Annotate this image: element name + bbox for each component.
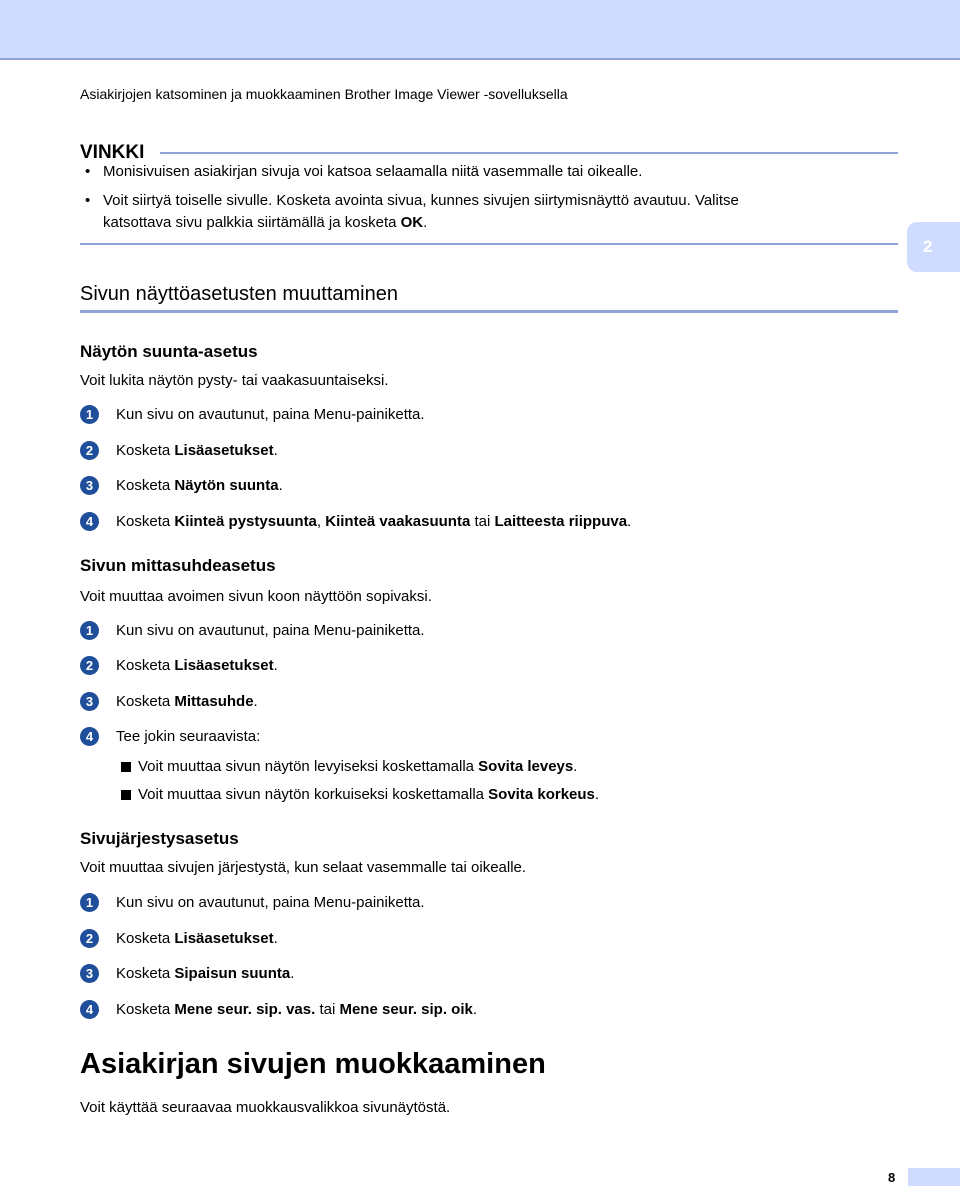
step-number: 2 <box>80 441 99 460</box>
step-number: 4 <box>80 512 99 531</box>
step-number: 3 <box>80 476 99 495</box>
page-order-step-3: Kosketa Sipaisun suunta. <box>116 965 295 982</box>
step-number: 1 <box>80 405 99 424</box>
chapter-number: 2 <box>923 237 933 256</box>
aspect-intro: Voit muuttaa avoimen sivun koon näyttöön sopivaksi. <box>80 588 432 605</box>
chapter-tab <box>907 222 960 272</box>
step-number: 3 <box>80 964 99 983</box>
orientation-step-1: Kun sivu on avautunut, paina Menu-painiketta. <box>116 406 425 423</box>
orientation-step-4: Kosketa Kiinteä pystysuunta, Kiinteä vaakasuunta tai Laitteesta riippuva. <box>116 513 632 530</box>
top-header-rule <box>0 58 960 60</box>
orientation-intro: Voit lukita näytön pysty- tai vaakasuuntaiseksi. <box>80 372 389 389</box>
aspect-step-4: Tee jokin seuraavista: <box>116 728 261 745</box>
step-number: 2 <box>80 656 99 675</box>
top-header-band <box>0 0 960 58</box>
step-number: 1 <box>80 621 99 640</box>
page-order-intro: Voit muuttaa sivujen järjestystä, kun selaat vasemmalle tai oikealle. <box>80 859 527 876</box>
page-order-heading: Sivujärjestysasetus <box>80 829 239 848</box>
page-tab <box>908 1168 960 1186</box>
aspect-step-2: Kosketa Lisäasetukset. <box>116 657 278 674</box>
step-number: 3 <box>80 692 99 711</box>
bullet-dot: • <box>85 163 91 180</box>
page-order-step-4: Kosketa Mene seur. sip. vas. tai Mene seur. sip. oik. <box>116 1001 478 1018</box>
aspect-heading: Sivun mittasuhdeasetus <box>80 556 276 575</box>
edit-section-title: Asiakirjan sivujen muokkaaminen <box>80 1048 546 1080</box>
orientation-heading: Näytön suunta-asetus <box>80 342 258 361</box>
note-top-rule <box>160 152 898 154</box>
section-rule <box>80 310 898 313</box>
note-bottom-rule <box>80 243 898 245</box>
section-title: Sivun näyttöasetusten muuttaminen <box>80 283 398 305</box>
aspect-step-1: Kun sivu on avautunut, paina Menu-painiketta. <box>116 622 425 639</box>
bullet-dot: • <box>85 192 91 209</box>
aspect-step-3: Kosketa Mittasuhde. <box>116 693 258 710</box>
page-number: 8 <box>888 1170 896 1185</box>
step-number: 2 <box>80 929 99 948</box>
note-item-2-line2: katsottava sivu palkkia siirtämällä ja kosketa OK. <box>103 214 428 231</box>
ok-label: OK <box>400 214 424 231</box>
square-bullet <box>121 762 131 772</box>
step-number: 4 <box>80 1000 99 1019</box>
step-number: 1 <box>80 893 99 912</box>
page-order-step-2: Kosketa Lisäasetukset. <box>116 930 278 947</box>
square-bullet <box>121 790 131 800</box>
page-order-step-1: Kun sivu on avautunut, paina Menu-painiketta. <box>116 894 425 911</box>
orientation-step-3: Kosketa Näytön suunta. <box>116 477 283 494</box>
aspect-option-1: Voit muuttaa sivun näytön levyiseksi koskettamalla Sovita leveys. <box>138 758 578 775</box>
step-number: 4 <box>80 727 99 746</box>
running-header: Asiakirjojen katsominen ja muokkaaminen Brother Image Viewer -sovelluksella <box>80 86 568 102</box>
aspect-option-2: Voit muuttaa sivun näytön korkuiseksi koskettamalla Sovita korkeus. <box>138 786 600 803</box>
note-item-1: Monisivuisen asiakirjan sivuja voi katsoa selaamalla niitä vasemmalle tai oikealle. <box>103 163 643 180</box>
orientation-step-2: Kosketa Lisäasetukset. <box>116 442 278 459</box>
note-heading: VINKKI <box>80 142 145 163</box>
note-item-2-line1: Voit siirtyä toiselle sivulle. Kosketa avointa sivua, kunnes sivujen siirtymisnäyttö avautuu. Valitse <box>103 192 739 209</box>
edit-section-intro: Voit käyttää seuraavaa muokkausvalikkoa sivunäytöstä. <box>80 1099 451 1116</box>
